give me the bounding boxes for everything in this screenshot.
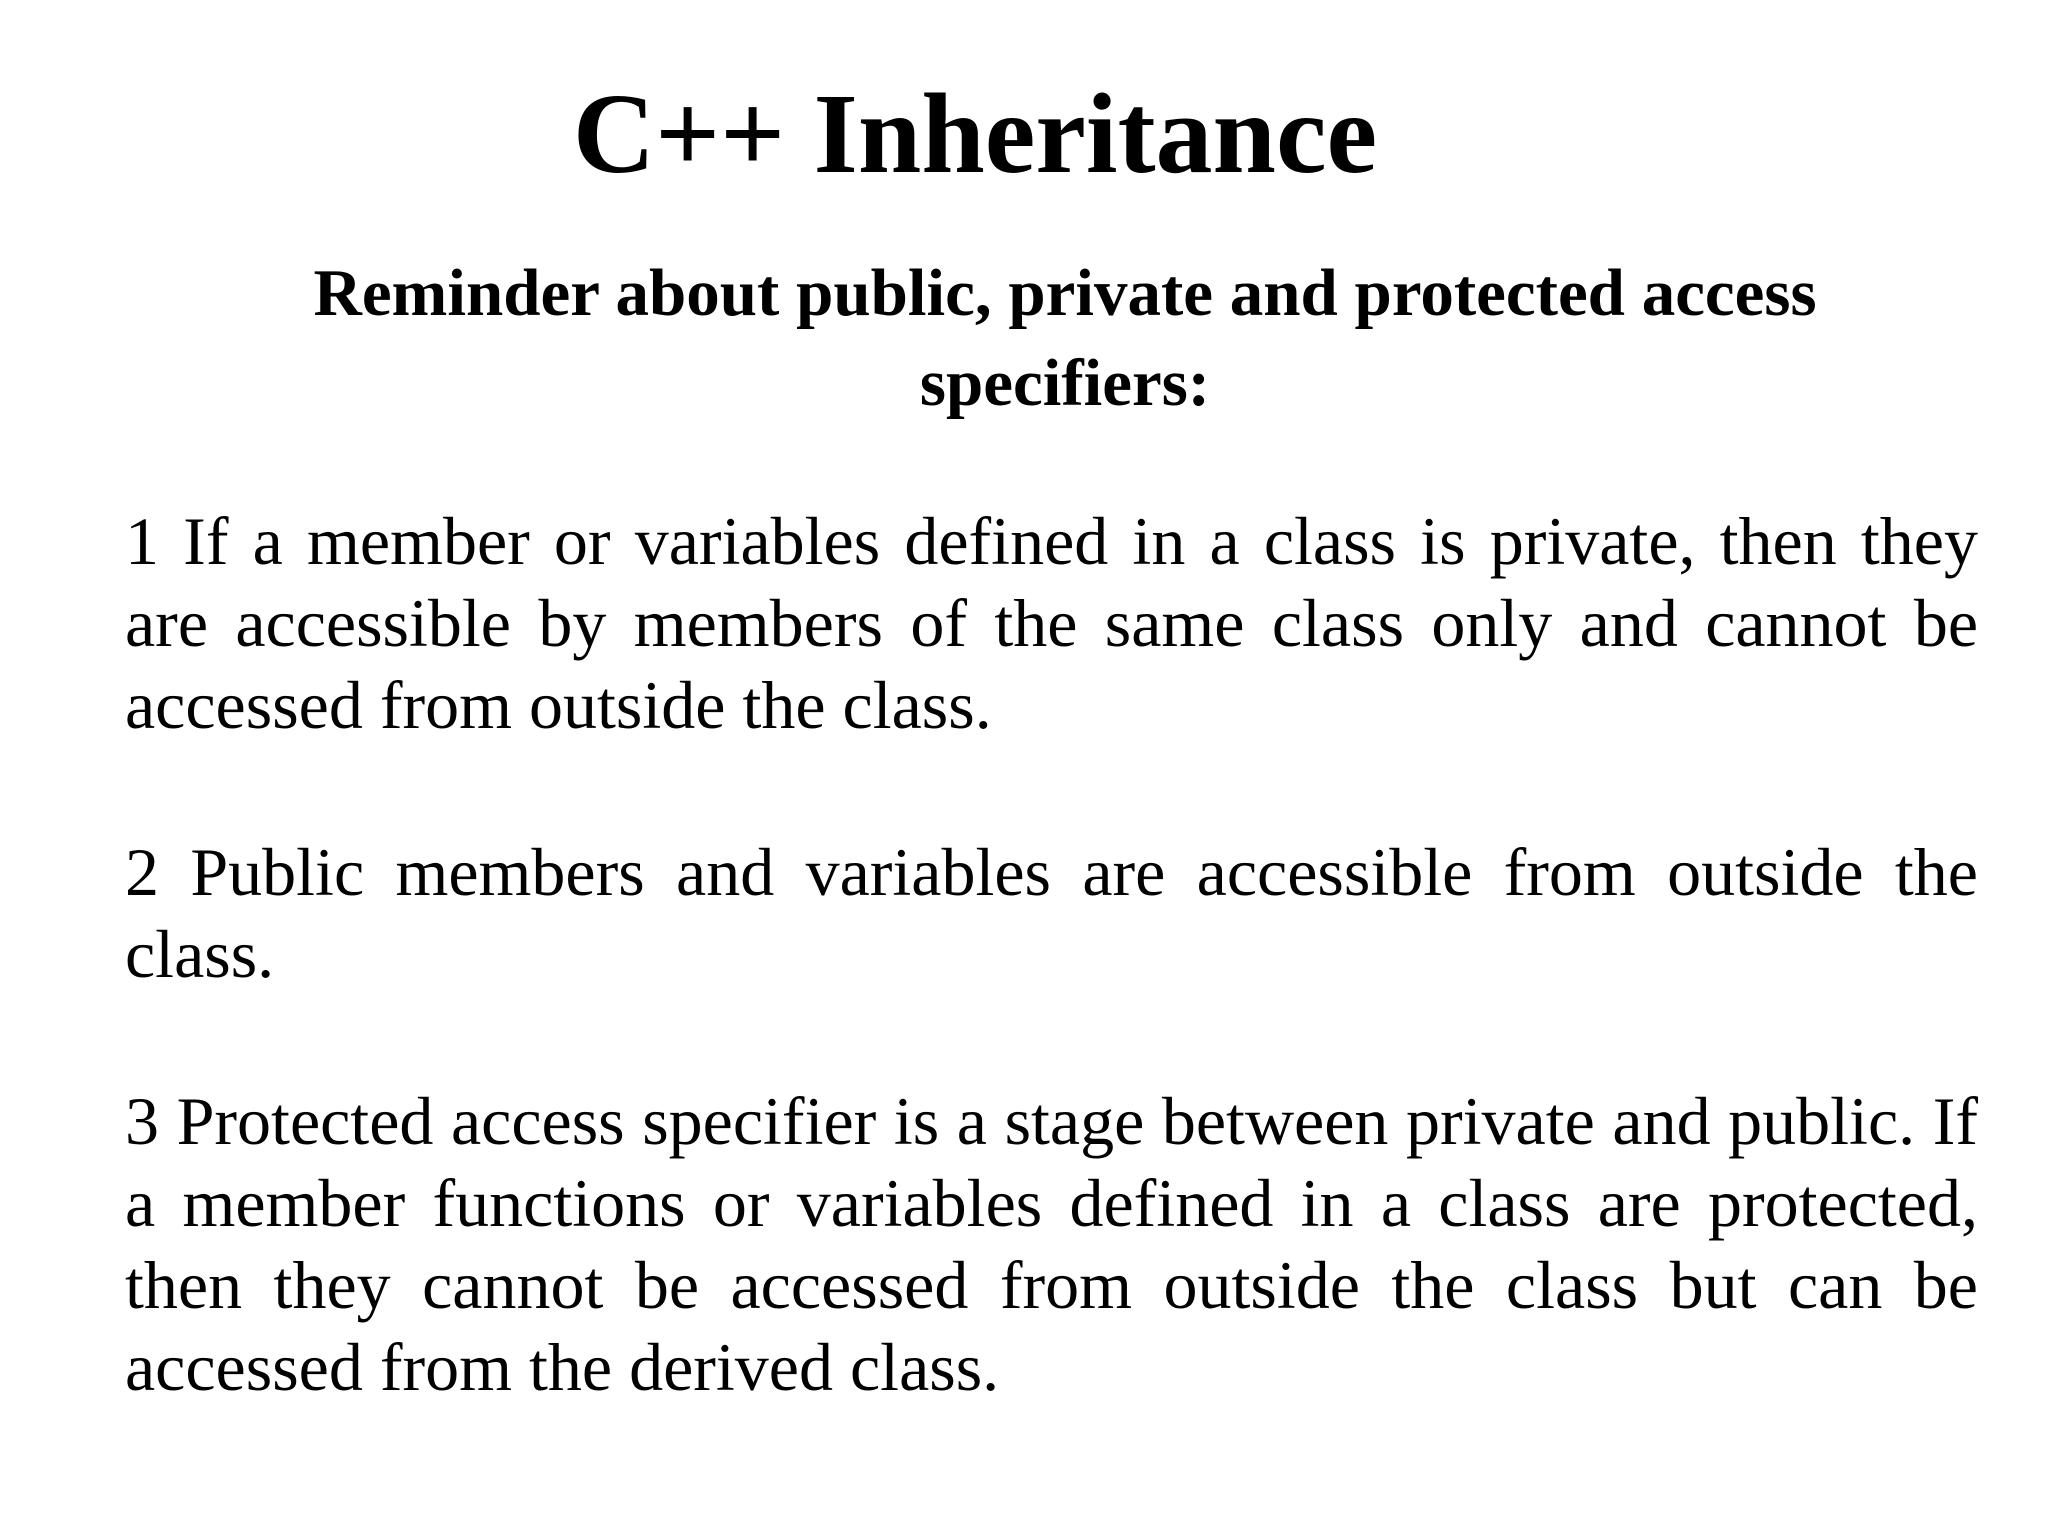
point-protected: 3 Protected access specifier is a stage between private and public. If a member functions or variables defined in a class are protected, then they cannot be accessed from outside the class but can be accessed from the derived class. [125, 1083, 1978, 1405]
slide-subtitle: Reminder about public, private and protected access specifiers: [313, 256, 1817, 420]
slide-title: C++ Inheritance [572, 70, 1378, 197]
point-public: 2 Public members and variables are accessible from outside the class. [125, 834, 1978, 992]
access-specifier-points [125, 500, 1978, 1493]
point-private: 1 If a member or variables defined in a class is private, then they are accessible by members of the same class only and cannot be accessed from outside the class. [125, 503, 1978, 743]
